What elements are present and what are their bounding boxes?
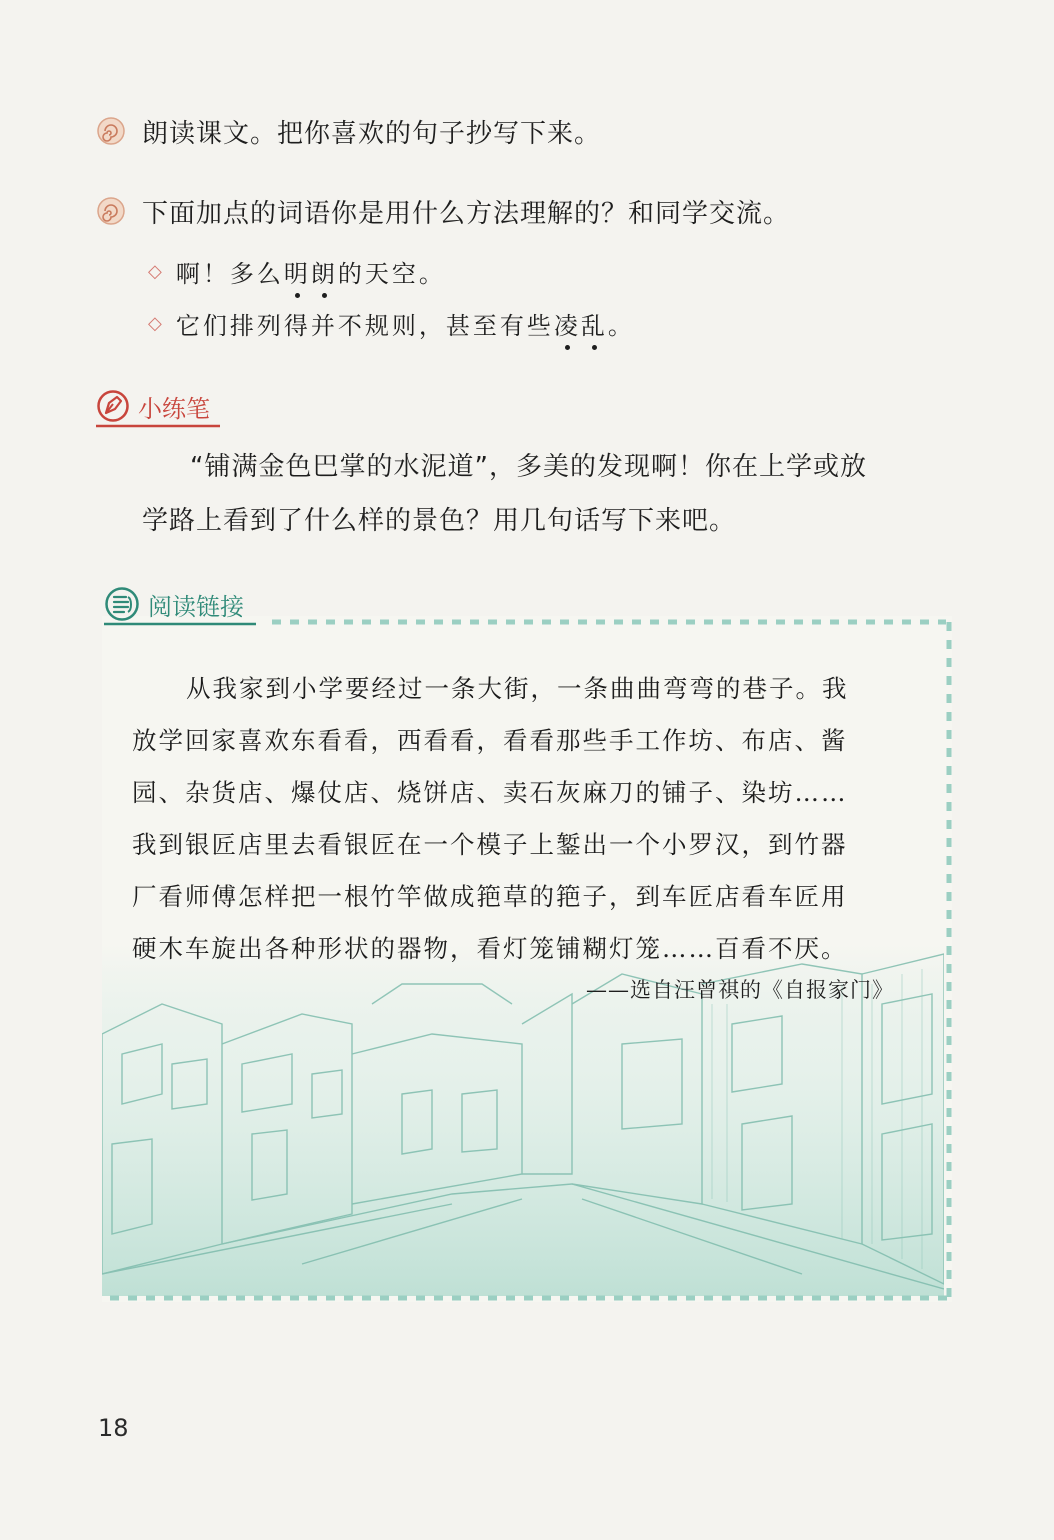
question-2 (96, 186, 790, 236)
dotted-character: 明 (284, 254, 311, 289)
diamond-bullet-icon: ◇ (148, 260, 162, 282)
question-1 (96, 106, 601, 156)
dotted-character: 乱 (581, 306, 608, 341)
reading-line: 厂看师傅怎样把一根竹竿做成筢草的筢子，到车匠店看车匠用 (132, 882, 848, 911)
pen-nib-icon (96, 389, 130, 423)
reading-line: 从我家到小学要经过一条大街，一条曲曲弯弯的巷子。我 (186, 674, 849, 703)
reading-source: ——选自汪曾祺的《自报家门》 (586, 978, 894, 1002)
example-sentence-1 (148, 251, 446, 291)
page-number: 18 (98, 1414, 129, 1442)
reading-line: 园、杂货店、爆仗店、烧饼店、卖石灰麻刀的铺子、染坊…… (132, 778, 848, 807)
dotted-character: 凌 (554, 306, 581, 341)
reading-line: 我到银匠店里去看银匠在一个模子上錾出一个小罗汉，到竹器 (132, 830, 848, 859)
example-sentence-2 (148, 303, 635, 343)
practice-line: 学路上看到了什么样的景色？用几句话写下来吧。 (142, 506, 737, 536)
reading-line: 硬木车旋出各种形状的器物，看灯笼铺糊灯笼……百看不厌。 (132, 934, 848, 963)
question-text: 朗读课文。把你喜欢的句子抄写下来。 (142, 118, 602, 149)
diamond-bullet-icon: ◇ (148, 312, 162, 334)
example-text: 它们排列得并不规则，甚至有些凌乱。 (176, 306, 635, 341)
reading-line: 放学回家喜欢东看看，西看看，看看那些手工作坊、布店、酱 (132, 726, 848, 755)
dotted-character: 朗 (311, 254, 338, 289)
example-text: 啊！多么明朗的天空。 (176, 254, 446, 289)
reading-title: 阅读链接 (148, 592, 244, 621)
practice-heading (96, 386, 210, 426)
question-text: 下面加点的词语你是用什么方法理解的？和同学交流。 (142, 198, 791, 229)
practice-line: “铺满金色巴掌的水泥道”，多美的发现啊！你在上学或放 (190, 452, 867, 482)
swirl-bullet-icon (96, 196, 126, 226)
practice-title: 小练笔 (138, 394, 210, 423)
reading-heading (104, 584, 244, 624)
reading-underline (104, 622, 256, 626)
book-stack-icon (104, 586, 140, 622)
swirl-bullet-icon (96, 116, 126, 146)
practice-underline (96, 424, 220, 428)
